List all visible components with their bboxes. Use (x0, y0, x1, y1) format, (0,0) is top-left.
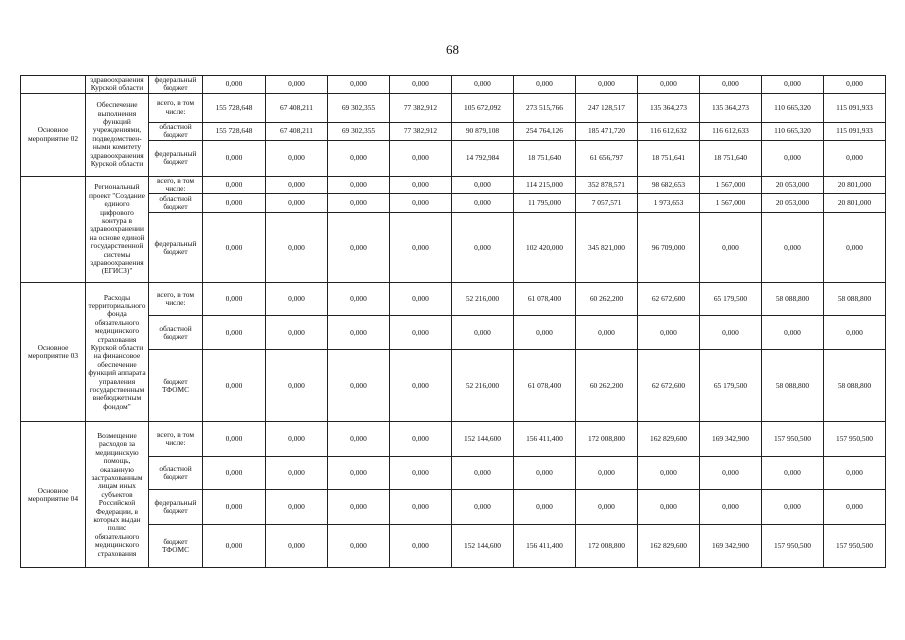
funding-source-cell: всего, в том числе: (149, 93, 203, 122)
value-cell: 0,000 (328, 490, 390, 525)
value-cell: 0,000 (266, 422, 328, 457)
value-cell: 169 342,900 (700, 525, 762, 568)
value-cell: 254 764,126 (514, 122, 576, 140)
value-cell: 0,000 (203, 194, 266, 213)
value-cell: 0,000 (328, 213, 390, 283)
value-cell: 0,000 (638, 490, 700, 525)
value-cell: 0,000 (700, 316, 762, 350)
page-number: 68 (446, 42, 459, 57)
table-row (21, 490, 886, 525)
funding-source-cell: федеральный бюджет (149, 140, 203, 176)
event-cell: Основное мероприятие 02 (21, 93, 86, 176)
value-cell: 0,000 (390, 350, 452, 422)
value-cell: 69 302,355 (328, 122, 390, 140)
value-cell: 0,000 (266, 140, 328, 176)
funding-source-cell: всего, в том числе: (149, 422, 203, 457)
value-cell: 247 128,517 (576, 93, 638, 122)
value-cell: 116 612,632 (638, 122, 700, 140)
funding-source-cell: федеральный бюджет (149, 76, 203, 94)
value-cell: 157 950,500 (762, 422, 824, 457)
table-row (21, 176, 886, 194)
value-cell: 0,000 (203, 525, 266, 568)
table-row (21, 283, 886, 316)
value-cell: 0,000 (203, 283, 266, 316)
program-name-cell: Расходы территориального фонда обязательного медицинского страхования Курской области на финансовое обеспечение функций аппарата управления государственным внебюджетным фондом" (86, 283, 149, 422)
table-body (21, 76, 886, 568)
event-cell (21, 176, 86, 283)
value-cell: 0,000 (514, 316, 576, 350)
value-cell: 0,000 (328, 176, 390, 194)
value-cell: 20 801,000 (824, 194, 886, 213)
value-cell: 0,000 (514, 76, 576, 94)
value-cell: 0,000 (390, 525, 452, 568)
value-cell: 273 515,766 (514, 93, 576, 122)
value-cell: 0,000 (328, 140, 390, 176)
value-cell: 157 950,500 (762, 525, 824, 568)
value-cell: 0,000 (266, 457, 328, 490)
value-cell: 0,000 (452, 76, 514, 94)
value-cell: 18 751,640 (514, 140, 576, 176)
value-cell: 1 567,000 (700, 176, 762, 194)
value-cell: 0,000 (328, 283, 390, 316)
value-cell: 96 709,000 (638, 213, 700, 283)
value-cell: 7 057,571 (576, 194, 638, 213)
funding-source-cell: областной бюджет (149, 194, 203, 213)
event-cell (21, 76, 86, 94)
value-cell: 0,000 (328, 422, 390, 457)
value-cell: 345 821,000 (576, 213, 638, 283)
value-cell: 172 008,800 (576, 422, 638, 457)
value-cell: 0,000 (266, 490, 328, 525)
value-cell: 0,000 (762, 140, 824, 176)
table-row (21, 350, 886, 422)
value-cell: 52 216,000 (452, 283, 514, 316)
value-cell: 0,000 (824, 490, 886, 525)
value-cell: 0,000 (390, 457, 452, 490)
value-cell: 0,000 (390, 283, 452, 316)
value-cell: 0,000 (203, 76, 266, 94)
value-cell: 90 879,108 (452, 122, 514, 140)
value-cell: 0,000 (824, 213, 886, 283)
value-cell: 135 364,273 (700, 93, 762, 122)
value-cell: 352 878,571 (576, 176, 638, 194)
table-row (21, 140, 886, 176)
value-cell: 162 829,600 (638, 422, 700, 457)
value-cell: 157 950,500 (824, 525, 886, 568)
value-cell: 0,000 (514, 457, 576, 490)
value-cell: 114 215,000 (514, 176, 576, 194)
value-cell: 0,000 (328, 457, 390, 490)
value-cell: 58 088,800 (824, 350, 886, 422)
value-cell: 1 973,653 (638, 194, 700, 213)
value-cell: 62 672,600 (638, 283, 700, 316)
value-cell: 0,000 (700, 213, 762, 283)
value-cell: 0,000 (576, 490, 638, 525)
table-row (21, 316, 886, 350)
event-cell: Основное мероприятие 03 (21, 283, 86, 422)
value-cell: 0,000 (203, 140, 266, 176)
value-cell: 0,000 (203, 350, 266, 422)
value-cell: 0,000 (762, 213, 824, 283)
value-cell: 0,000 (700, 76, 762, 94)
value-cell: 110 665,320 (762, 122, 824, 140)
value-cell: 0,000 (203, 422, 266, 457)
value-cell: 0,000 (328, 350, 390, 422)
value-cell: 0,000 (203, 316, 266, 350)
value-cell: 65 179,500 (700, 283, 762, 316)
value-cell: 115 091,933 (824, 93, 886, 122)
value-cell: 0,000 (390, 194, 452, 213)
value-cell: 0,000 (576, 457, 638, 490)
value-cell: 0,000 (390, 316, 452, 350)
program-name-cell: Региональный проект "Создание единого цифрового контура в здравоохранении на основе единой государственной системы здравоохранения (ЕГИСЗ)" (86, 176, 149, 283)
value-cell: 0,000 (203, 457, 266, 490)
value-cell: 0,000 (266, 316, 328, 350)
funding-source-cell: федеральный бюджет (149, 213, 203, 283)
value-cell: 0,000 (762, 490, 824, 525)
value-cell: 20 053,000 (762, 194, 824, 213)
value-cell: 0,000 (390, 213, 452, 283)
value-cell: 157 950,500 (824, 422, 886, 457)
value-cell: 0,000 (452, 316, 514, 350)
value-cell: 58 088,800 (762, 283, 824, 316)
value-cell: 77 382,912 (390, 122, 452, 140)
value-cell: 69 302,355 (328, 93, 390, 122)
table-row (21, 457, 886, 490)
table-row (21, 93, 886, 122)
value-cell: 0,000 (452, 176, 514, 194)
table-row (21, 525, 886, 568)
value-cell: 0,000 (824, 140, 886, 176)
value-cell: 61 078,400 (514, 283, 576, 316)
value-cell: 0,000 (762, 457, 824, 490)
value-cell: 0,000 (266, 76, 328, 94)
value-cell: 110 665,320 (762, 93, 824, 122)
value-cell: 18 751,640 (700, 140, 762, 176)
value-cell: 67 408,211 (266, 93, 328, 122)
value-cell: 0,000 (762, 316, 824, 350)
value-cell: 62 672,600 (638, 350, 700, 422)
value-cell: 0,000 (266, 283, 328, 316)
value-cell: 0,000 (700, 490, 762, 525)
value-cell: 0,000 (203, 490, 266, 525)
value-cell: 0,000 (576, 316, 638, 350)
value-cell: 0,000 (390, 176, 452, 194)
table-row (21, 422, 886, 457)
value-cell: 0,000 (452, 194, 514, 213)
value-cell: 0,000 (638, 457, 700, 490)
value-cell: 0,000 (266, 350, 328, 422)
funding-source-cell: всего, в том числе: (149, 283, 203, 316)
value-cell: 0,000 (452, 490, 514, 525)
value-cell: 0,000 (390, 140, 452, 176)
value-cell: 172 008,800 (576, 525, 638, 568)
value-cell: 20 801,000 (824, 176, 886, 194)
value-cell: 185 471,720 (576, 122, 638, 140)
value-cell: 155 728,648 (203, 93, 266, 122)
value-cell: 152 144,600 (452, 525, 514, 568)
value-cell: 0,000 (390, 490, 452, 525)
value-cell: 52 216,000 (452, 350, 514, 422)
value-cell: 61 656,797 (576, 140, 638, 176)
value-cell: 18 751,641 (638, 140, 700, 176)
value-cell: 67 408,211 (266, 122, 328, 140)
funding-source-cell: областной бюджет (149, 122, 203, 140)
event-cell: Основное мероприятие 04 (21, 422, 86, 568)
value-cell: 0,000 (452, 213, 514, 283)
value-cell: 0,000 (824, 316, 886, 350)
value-cell: 155 728,648 (203, 122, 266, 140)
program-name-cell: Обеспечение выполнения функций учреждениями, подведомствен-ными комитету здравоохранения Курской области (86, 93, 149, 176)
value-cell: 65 179,500 (700, 350, 762, 422)
value-cell: 98 682,653 (638, 176, 700, 194)
value-cell: 0,000 (514, 490, 576, 525)
value-cell: 116 612,633 (700, 122, 762, 140)
value-cell: 0,000 (390, 76, 452, 94)
value-cell: 61 078,400 (514, 350, 576, 422)
value-cell: 156 411,400 (514, 525, 576, 568)
value-cell: 0,000 (638, 76, 700, 94)
value-cell: 0,000 (452, 457, 514, 490)
funding-source-cell: областной бюджет (149, 316, 203, 350)
value-cell: 162 829,600 (638, 525, 700, 568)
value-cell: 135 364,273 (638, 93, 700, 122)
funding-source-cell: федеральный бюджет (149, 490, 203, 525)
value-cell: 1 567,000 (700, 194, 762, 213)
funding-source-cell: областной бюджет (149, 457, 203, 490)
value-cell: 0,000 (203, 176, 266, 194)
value-cell: 58 088,800 (824, 283, 886, 316)
value-cell: 0,000 (700, 457, 762, 490)
value-cell: 115 091,933 (824, 122, 886, 140)
table-row (21, 76, 886, 94)
value-cell: 0,000 (203, 213, 266, 283)
value-cell: 0,000 (328, 76, 390, 94)
value-cell: 0,000 (576, 76, 638, 94)
funding-source-cell: бюджет ТФОМС (149, 525, 203, 568)
value-cell: 0,000 (266, 194, 328, 213)
value-cell: 58 088,800 (762, 350, 824, 422)
table-row (21, 122, 886, 140)
funding-source-cell: бюджет ТФОМС (149, 350, 203, 422)
value-cell: 105 672,092 (452, 93, 514, 122)
value-cell: 14 792,984 (452, 140, 514, 176)
value-cell: 0,000 (266, 213, 328, 283)
funding-source-cell: всего, в том числе: (149, 176, 203, 194)
program-name-cell: Возмещение расходов за медицинскую помощь, оказанную застрахованным лицам иных субъектов Российской Федерации, в которых выдан полис обязательного медицинского страхования (86, 422, 149, 568)
table-row (21, 194, 886, 213)
value-cell: 77 382,912 (390, 93, 452, 122)
value-cell: 0,000 (638, 316, 700, 350)
value-cell: 156 411,400 (514, 422, 576, 457)
value-cell: 11 795,000 (514, 194, 576, 213)
value-cell: 0,000 (266, 176, 328, 194)
budget-table (20, 75, 886, 568)
value-cell: 0,000 (390, 422, 452, 457)
value-cell: 0,000 (328, 525, 390, 568)
table-row (21, 213, 886, 283)
value-cell: 169 342,900 (700, 422, 762, 457)
value-cell: 60 262,200 (576, 283, 638, 316)
value-cell: 0,000 (328, 316, 390, 350)
value-cell: 0,000 (266, 525, 328, 568)
value-cell: 152 144,600 (452, 422, 514, 457)
value-cell: 0,000 (824, 76, 886, 94)
program-name-cell: здравоохранения Курской области (86, 76, 149, 94)
value-cell: 0,000 (824, 457, 886, 490)
value-cell: 0,000 (762, 76, 824, 94)
value-cell: 60 262,200 (576, 350, 638, 422)
value-cell: 0,000 (328, 194, 390, 213)
value-cell: 102 420,000 (514, 213, 576, 283)
value-cell: 20 053,000 (762, 176, 824, 194)
